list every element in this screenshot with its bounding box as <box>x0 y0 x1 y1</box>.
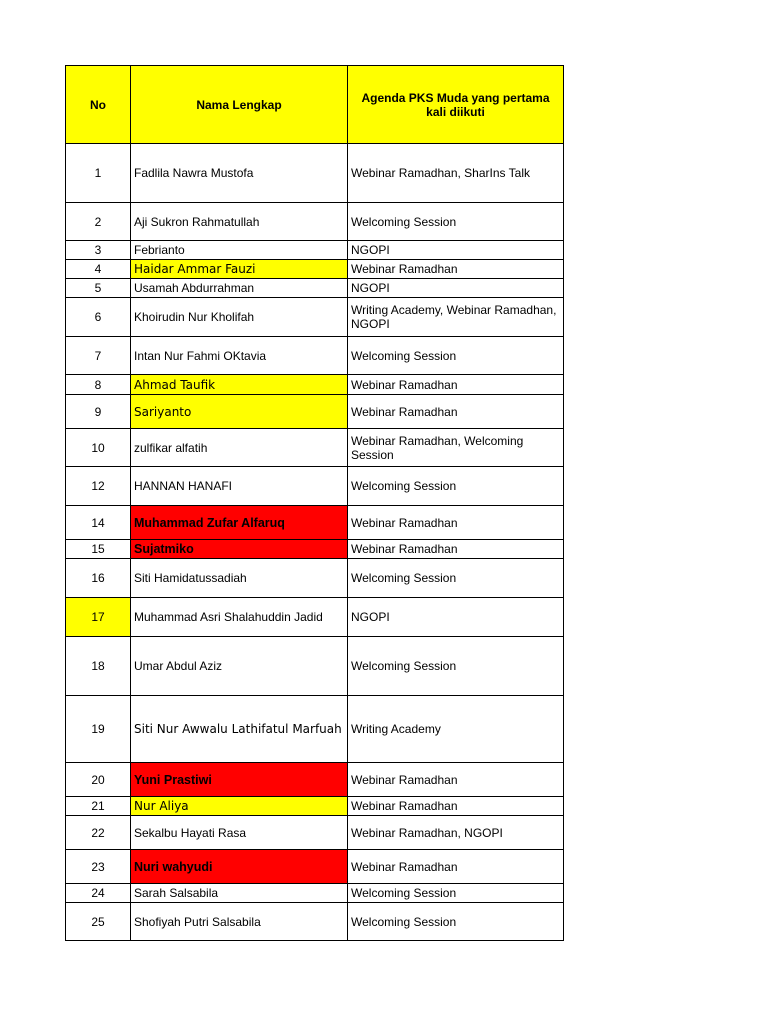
cell-name[interactable]: HANNAN HANAFI <box>131 467 348 506</box>
cell-agenda[interactable]: NGOPI <box>348 241 564 260</box>
cell-name[interactable]: Sarah Salsabila <box>131 884 348 903</box>
table-row <box>66 816 564 850</box>
cell-no[interactable]: 6 <box>66 298 131 337</box>
cell-agenda[interactable]: Webinar Ramadhan <box>348 850 564 884</box>
cell-name[interactable]: Aji Sukron Rahmatullah <box>131 203 348 241</box>
cell-name-flagged[interactable] <box>131 540 348 559</box>
cell-no[interactable]: 3 <box>66 241 131 260</box>
flagged-name-text: Sujatmiko <box>134 542 194 556</box>
cell-name-highlighted[interactable]: Sariyanto <box>131 395 348 429</box>
cell-no[interactable]: 22 <box>66 816 131 850</box>
cell-name-highlighted[interactable]: Nur Aliya <box>131 797 348 816</box>
table-row <box>66 506 564 540</box>
cell-name-flagged[interactable] <box>131 763 348 797</box>
table-row <box>66 375 564 395</box>
cell-no[interactable]: 18 <box>66 637 131 696</box>
cell-agenda[interactable]: NGOPI <box>348 279 564 298</box>
cell-no[interactable]: 7 <box>66 337 131 375</box>
cell-no[interactable]: 24 <box>66 884 131 903</box>
cell-no[interactable]: 25 <box>66 903 131 941</box>
cell-agenda[interactable]: Webinar Ramadhan <box>348 763 564 797</box>
table-row <box>66 797 564 816</box>
cell-agenda[interactable]: Webinar Ramadhan <box>348 797 564 816</box>
cell-name[interactable]: Muhammad Asri Shalahuddin Jadid <box>131 598 348 637</box>
cell-agenda[interactable]: Welcoming Session <box>348 884 564 903</box>
table-row <box>66 260 564 279</box>
cell-no[interactable]: 12 <box>66 467 131 506</box>
cell-name-highlighted[interactable]: Ahmad Taufik <box>131 375 348 395</box>
cell-agenda[interactable]: Webinar Ramadhan, SharIns Talk <box>348 144 564 203</box>
cell-name-flagged[interactable] <box>131 850 348 884</box>
cell-agenda[interactable]: Welcoming Session <box>348 559 564 598</box>
cell-agenda[interactable]: Welcoming Session <box>348 467 564 506</box>
header-no[interactable]: No <box>66 66 131 144</box>
participants-table <box>65 65 564 941</box>
table-row <box>66 559 564 598</box>
table-row <box>66 598 564 637</box>
cell-name[interactable]: Sekalbu Hayati Rasa <box>131 816 348 850</box>
cell-name[interactable]: Shofiyah Putri Salsabila <box>131 903 348 941</box>
cell-agenda[interactable]: Welcoming Session <box>348 637 564 696</box>
cell-name[interactable]: Fadlila Nawra Mustofa <box>131 144 348 203</box>
cell-no[interactable]: 16 <box>66 559 131 598</box>
cell-no[interactable]: 9 <box>66 395 131 429</box>
cell-name[interactable]: zulfikar alfatih <box>131 429 348 467</box>
cell-agenda[interactable]: Writing Academy <box>348 696 564 763</box>
cell-agenda[interactable]: Webinar Ramadhan <box>348 375 564 395</box>
cell-no[interactable]: 19 <box>66 696 131 763</box>
cell-agenda[interactable]: Webinar Ramadhan <box>348 506 564 540</box>
table-row <box>66 279 564 298</box>
table-row <box>66 395 564 429</box>
table-row <box>66 241 564 260</box>
cell-no[interactable]: 21 <box>66 797 131 816</box>
flagged-name-text: Yuni Prastiwi <box>134 772 212 787</box>
table-row <box>66 298 564 337</box>
cell-no[interactable]: 1 <box>66 144 131 203</box>
cell-name[interactable]: Usamah Abdurrahman <box>131 279 348 298</box>
cell-agenda[interactable]: Webinar Ramadhan, NGOPI <box>348 816 564 850</box>
cell-no[interactable]: 15 <box>66 540 131 559</box>
cell-agenda[interactable]: Welcoming Session <box>348 203 564 241</box>
flagged-name-text: Nuri wahyudi <box>134 859 213 874</box>
cell-no[interactable]: 8 <box>66 375 131 395</box>
table-row <box>66 903 564 941</box>
cell-no[interactable]: 23 <box>66 850 131 884</box>
cell-agenda[interactable]: Webinar Ramadhan <box>348 540 564 559</box>
cell-name[interactable]: Siti Hamidatussadiah <box>131 559 348 598</box>
table-row <box>66 850 564 884</box>
table-row <box>66 637 564 696</box>
cell-no-highlighted[interactable]: 17 <box>66 598 131 637</box>
cell-agenda[interactable]: Webinar Ramadhan, Welcoming Session <box>348 429 564 467</box>
flagged-name-text: Muhammad Zufar Alfaruq <box>134 515 285 530</box>
cell-agenda[interactable]: Webinar Ramadhan <box>348 395 564 429</box>
table-row <box>66 884 564 903</box>
table-row <box>66 337 564 375</box>
table-row <box>66 763 564 797</box>
cell-agenda[interactable]: Welcoming Session <box>348 903 564 941</box>
table-row <box>66 467 564 506</box>
cell-name-flagged[interactable] <box>131 506 348 540</box>
cell-no[interactable]: 2 <box>66 203 131 241</box>
cell-agenda[interactable]: Writing Academy, Webinar Ramadhan, NGOPI <box>348 298 564 337</box>
cell-name[interactable]: Intan Nur Fahmi OKtavia <box>131 337 348 375</box>
cell-name[interactable]: Febrianto <box>131 241 348 260</box>
cell-no[interactable]: 14 <box>66 506 131 540</box>
cell-agenda[interactable]: Welcoming Session <box>348 337 564 375</box>
table-row <box>66 144 564 203</box>
cell-name[interactable]: Khoirudin Nur Kholifah <box>131 298 348 337</box>
cell-name-highlighted[interactable]: Haidar Ammar Fauzi <box>131 260 348 279</box>
cell-agenda[interactable]: Webinar Ramadhan <box>348 260 564 279</box>
table-row <box>66 540 564 559</box>
table-row <box>66 429 564 467</box>
cell-agenda[interactable]: NGOPI <box>348 598 564 637</box>
cell-name[interactable]: Umar Abdul Aziz <box>131 637 348 696</box>
table-row <box>66 203 564 241</box>
cell-no[interactable]: 5 <box>66 279 131 298</box>
cell-no[interactable]: 4 <box>66 260 131 279</box>
header-agenda[interactable]: Agenda PKS Muda yang pertama kali diikuti <box>348 66 564 144</box>
cell-no[interactable]: 10 <box>66 429 131 467</box>
cell-no[interactable]: 20 <box>66 763 131 797</box>
table-row <box>66 696 564 763</box>
cell-name[interactable]: Siti Nur Awwalu Lathifatul Marfuah <box>131 696 348 763</box>
header-row <box>66 66 564 144</box>
header-name[interactable]: Nama Lengkap <box>131 66 348 144</box>
